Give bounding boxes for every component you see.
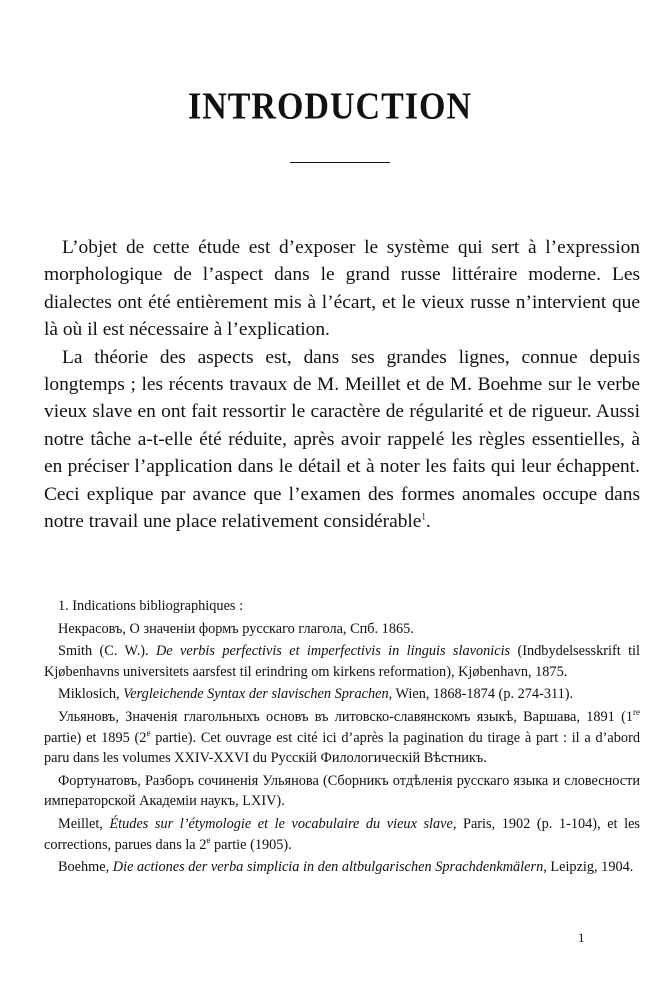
entry-author: Ульяновъ, Значенiя глагольныхъ основъ въ литовско-славянскомъ языкѣ, Варшава, 1891 (1 [58, 708, 633, 725]
entry-rest: , Paris, 1902 (p. 1-104), et les corrections, parues dans la 2 [44, 815, 640, 853]
entry-end: partie (1905). [210, 836, 292, 853]
entry-author: Smith (C. W.). [58, 643, 156, 660]
entry-rest: partie). Cet ouvrage est cité ici d’après la pagination du tirage à part : il a d’abord paru dans les volumes XXIV-XXVI du Русскiй Филологическiй Вѣстникъ. [44, 729, 640, 767]
entry-author: Фортунатовъ, Разборъ сочиненiя Ульянова (Сборникъ отдѣленiя русскаго языка и словесности императорской Академiи наукъ, LXIV). [44, 772, 640, 810]
entry-title: Études sur l’étymologie et le vocabulaire du vieux slave [109, 815, 453, 832]
footnote-entry [44, 641, 640, 682]
paragraph-2-text: La théorie des aspects est, dans ses grandes lignes, connue depuis longtemps ; les récents travaux de M. Meillet et de M. Boehme sur le verbe vieux slave en ont fait ressortir le caractère de régularité et de rigueur. Aussi notre tâche a-t-elle été réduite, après avoir rappelé les règles essentielles, à en préciser l’application dans le détail et à noter les faits qui leur échappent. Ceci explique par avance que l’examen des formes anomales occupe dans notre travail une place relativement considérable [44, 346, 640, 533]
footnote-entry [44, 771, 640, 812]
entry-title: De verbis perfectivis et imperfectivis in linguis slavonicis [155, 643, 511, 660]
footnotes [44, 596, 640, 880]
footnote-marker[interactable]: 1 [421, 511, 426, 522]
paragraph-1: L’objet de cette étude est d’exposer le système qui sert à l’expression morphologique de l’aspect dans le grand russe littéraire moderne. Les dialectes ont été entièrement mis à l’écart, et le vieux russe n’intervient que là où il est nécessaire à l’explication. [44, 237, 640, 341]
entry-rest: (Indbydelsesskrift til Kjøbenhavns universitets aarsfest til erindring om kirkens reformation), Kjøbenhavn, 1875. [44, 643, 640, 680]
page-title: INTRODUCTION [187, 86, 473, 128]
title-rule [290, 162, 390, 163]
entry-mid: partie) et 1895 (2 [44, 729, 147, 746]
entry-rest: , Wien, 1868-1874 (p. 274-311). [388, 686, 574, 703]
footnote-entry [44, 619, 640, 640]
superscript: e [206, 834, 211, 845]
entry-author: Boehme, [58, 859, 113, 876]
footnote-entry [44, 707, 640, 769]
footnote-entry [44, 857, 640, 878]
entry-title: Vergleichende Syntax der slavischen Sprachen [123, 686, 389, 703]
footnote-entry [44, 684, 640, 705]
superscript: e [146, 727, 151, 738]
entry-title: Die actiones der verba simplicia in den altbulgarischen Sprachdenkmälern [112, 859, 544, 876]
paragraph-2 [44, 344, 640, 536]
entry-rest: , Leipzig, 1904. [543, 859, 634, 876]
entry-author: Некрасовъ, О значенiи формъ русскаго глагола, Спб. 1865. [58, 620, 414, 637]
entry-author: Miklosich, [58, 686, 124, 703]
paragraph-2-end: . [425, 511, 431, 533]
footnote-heading: 1. Indications bibliographiques : [58, 598, 244, 614]
entry-author: Meillet, [58, 815, 110, 832]
main-text [44, 234, 640, 535]
page-number: 1 [578, 930, 585, 945]
superscript: re [633, 707, 640, 718]
footnote-entry [44, 814, 640, 855]
